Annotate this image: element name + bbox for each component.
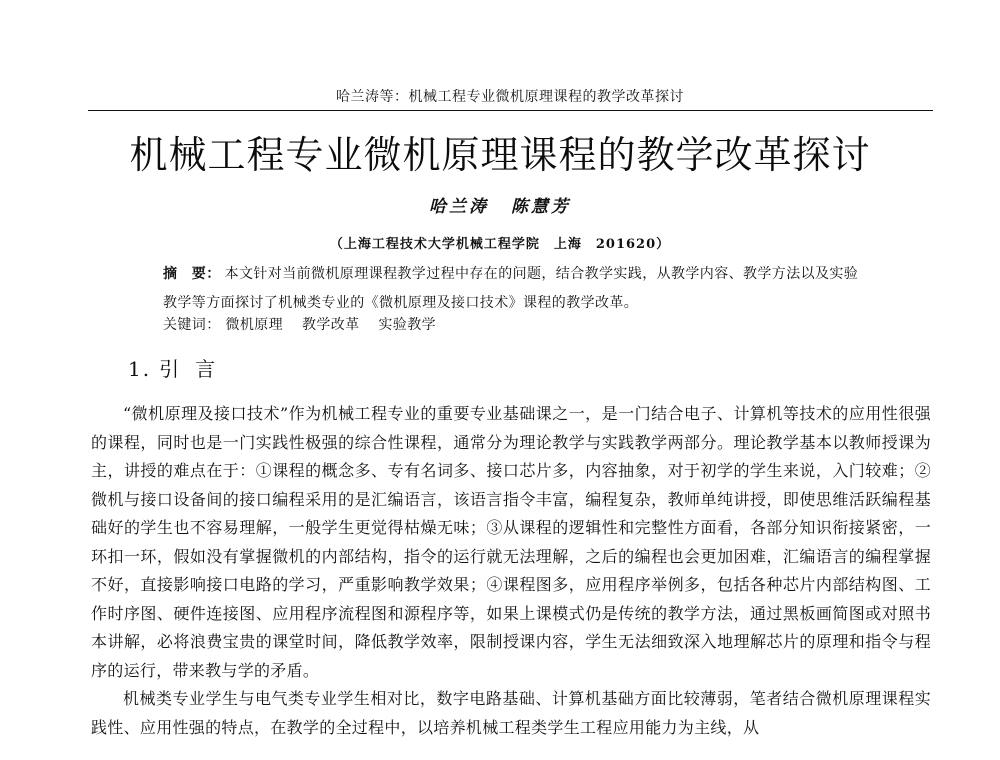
keyword: 微机原理 [225, 317, 284, 333]
abstract [163, 260, 863, 318]
authors [0, 196, 1000, 218]
affiliation: （上海工程技术大学机械工程学院 上海 201620） [329, 237, 671, 252]
section-title-part: 引 [159, 357, 182, 381]
keywords-label: 关键词： [163, 317, 221, 333]
abstract-text: 本文针对当前微机原理课程教学过程中存在的问题，结合教学实践，从教学内容、教学方法以及实验教学等方面探讨了机械类专业的《微机原理及接口技术》课程的教学改革。 [163, 266, 859, 311]
article-title: 机械工程专业微机原理课程的教学改革探讨 [129, 133, 871, 177]
paragraph: 机械类专业学生与电气类专业学生相对比，数字电路基础、计算机基础方面比较薄弱，笔者结合微机原理课程实践性、应用性强的特点，在教学的全过程中，以培养机械工程类学生工程应用能力为主线，从 [91, 689, 931, 737]
author-name: 陈慧芳 [511, 197, 571, 217]
keyword: 实验教学 [378, 317, 437, 333]
keywords [163, 315, 863, 335]
header-rule [88, 110, 933, 111]
author-name: 哈兰涛 [429, 197, 489, 217]
keyword: 教学改革 [301, 317, 360, 333]
running-head: 哈兰涛等：机械工程专业微机原理课程的教学改革探讨 [336, 89, 684, 105]
paragraph: “微机原理及接口技术”作为机械工程专业的重要专业基础课之一，是一门结合电子、计算机等技术的应用性很强的课程，同时也是一门实践性极强的综合性课程，通常分为理论教学与实践教学两部分。理论教学基本以教师授课为主，讲授的难点在于：①课程的概念多、专有名词多、接口芯片多，内容抽象，对于初学的学生来说，入门较难；②微机与接口设备间的接口编程采用的是汇编语言，该语言指令丰富，编程复杂，教师单纯讲授，即使思维活跃编程基础好的学生也不容易理解，一般学生更觉得枯燥无味；③从课程的逻辑性和完整性方面看，各部分知识衔接紧密，一环扣一环，假如没有掌握微机的内部结构，指令的运行就无法理解，之后的编程也会更加困难，汇编语言的编程掌握不好，直接影响接口电路的学习，严重影响教学效果；④课程图多，应用程序举例多，包括各种芯片内部结构图、工作时序图、硬件连接图、应用程序流程图和源程序等，如果上课模式仍是传统的教学方法，通过黑板画简图或对照书本讲解，必将浪费宝贵的课堂时间，降低教学效率，限制授课内容，学生无法细致深入地理解芯片的原理和指令与程序的运行，带来教与学的矛盾。 [91, 404, 931, 680]
body-text [91, 400, 931, 742]
section-number: 1. [128, 357, 152, 381]
section-title-part: 言 [195, 357, 218, 381]
abstract-label: 摘 要： [163, 266, 221, 282]
section-heading [128, 356, 217, 382]
